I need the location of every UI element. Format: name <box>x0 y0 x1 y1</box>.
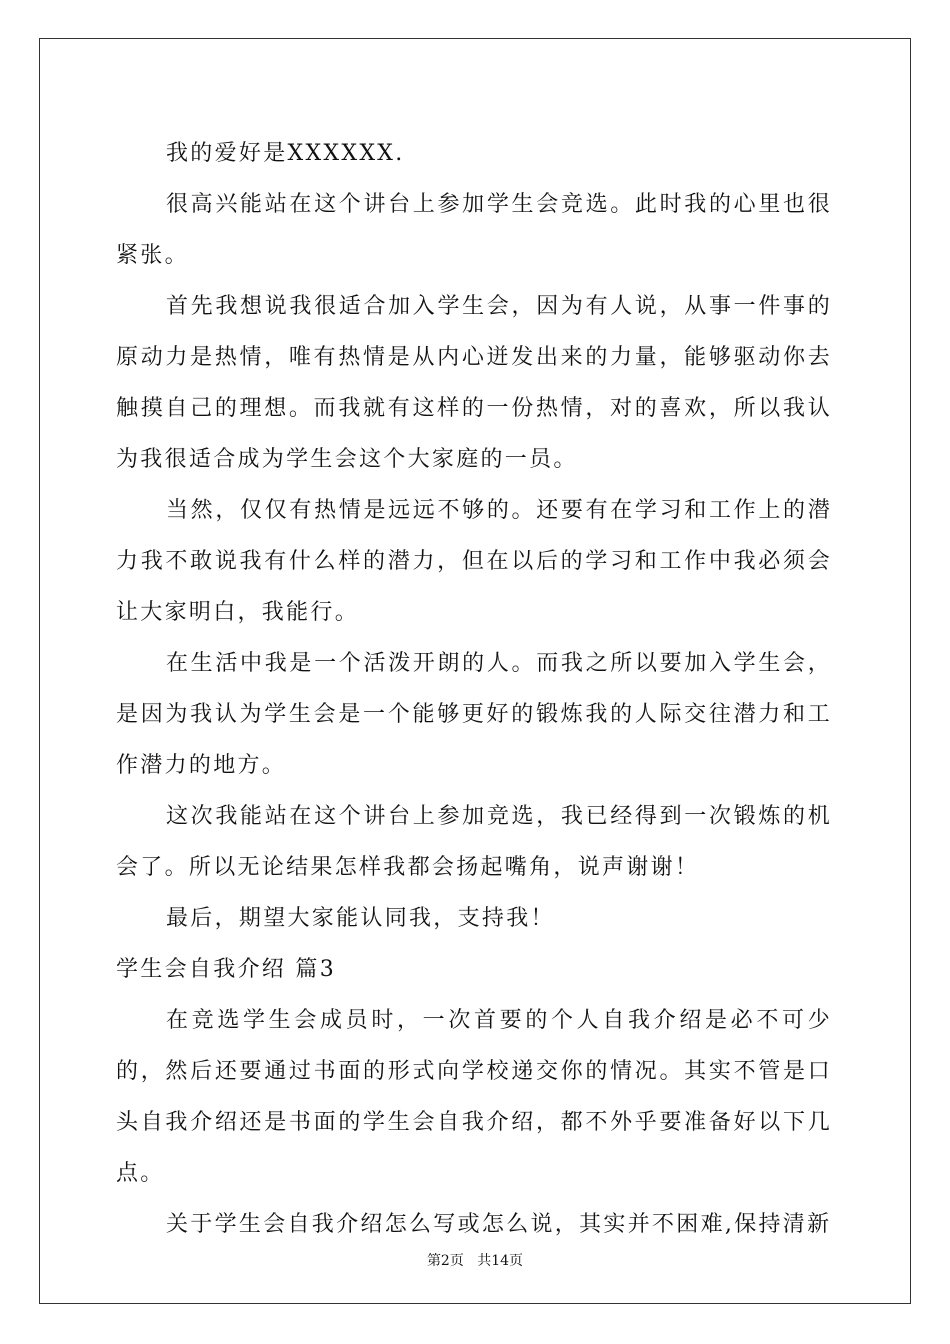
paragraph: 当然，仅仅有热情是远远不够的。还要有在学习和工作上的潜力我不敢说我有什么样的潜力，但在以后的学习和工作中我必须会让大家明白，我能行。 <box>116 498 832 625</box>
paragraph: 最后，期望大家能认同我，支持我！ <box>166 906 555 931</box>
page-number: 第2页 <box>426 1253 464 1269</box>
paragraph: 关于学生会自我介绍怎么写或怎么说，其实并不困难,保持清新 <box>166 1212 832 1237</box>
paragraph: 这次我能站在这个讲台上参加竞选，我已经得到一次锻炼的机会了。所以无论结果怎样我都会扬起嘴角，说声谢谢！ <box>116 804 832 880</box>
paragraph: 在竞选学生会成员时，一次首要的个人自我介绍是必不可少的，然后还要通过书面的形式向学校递交你的情况。其实不管是口头自我介绍还是书面的学生会自我介绍，都不外乎要准备好以下几点。 <box>116 1008 832 1186</box>
page-total: 共14页 <box>477 1253 524 1269</box>
paragraph: 首先我想说我很适合加入学生会，因为有人说，从事一件事的原动力是热情，唯有热情是从内心迸发出来的力量，能够驱动你去触摸自己的理想。而我就有这样的一份热情，对的喜欢，所以我认为我很适合成为学生会这个大家庭的一员。 <box>116 294 832 472</box>
paragraph: 在生活中我是一个活泼开朗的人。而我之所以要加入学生会，是因为我认为学生会是一个能够更好的锻炼我的人际交往潜力和工作潜力的地方。 <box>116 651 832 778</box>
document-body <box>116 128 832 1250</box>
section-heading: 学生会自我介绍 篇3 <box>116 957 336 982</box>
page-footer <box>0 1250 950 1270</box>
paragraph: 我的爱好是XXXXXX. <box>166 141 405 166</box>
paragraph: 很高兴能站在这个讲台上参加学生会竞选。此时我的心里也很紧张。 <box>116 192 832 268</box>
